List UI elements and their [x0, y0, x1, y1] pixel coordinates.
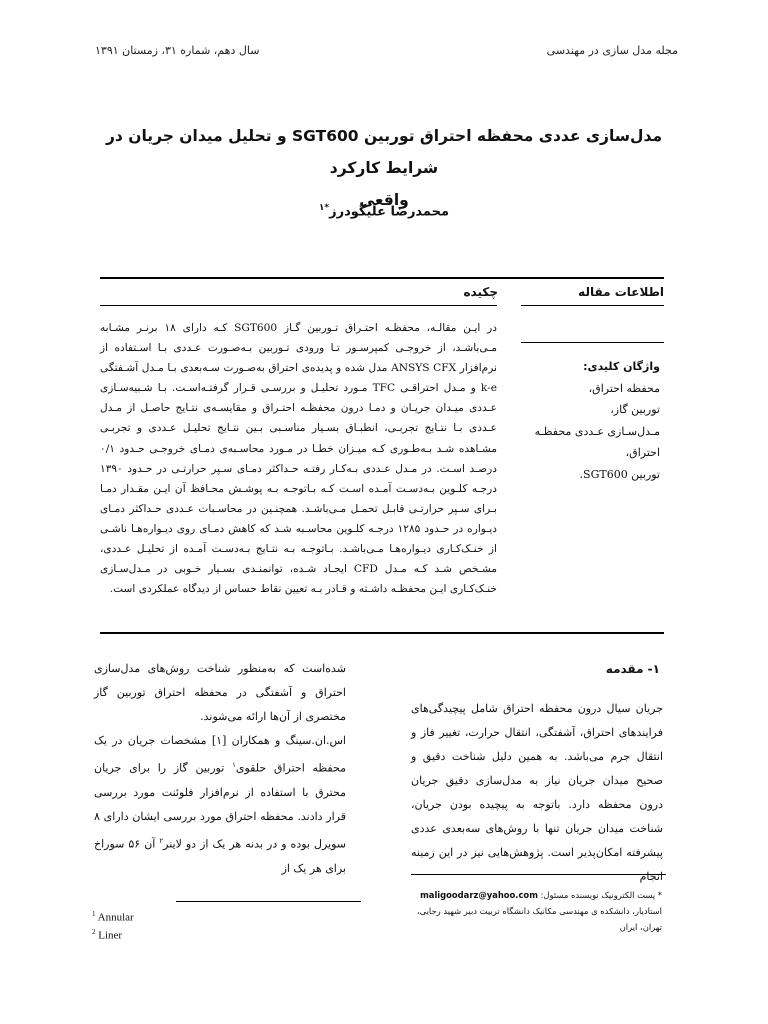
corresponding-author: * پست الکترونیک نویسنده مسئول: maligoodarz@yahoo.com: [420, 890, 662, 900]
footnote-2: $^2$ Liner: [92, 927, 123, 942]
intro-left-column: [94, 657, 346, 881]
author: [0, 203, 768, 219]
info-divider: [521, 342, 664, 343]
keyword-item: توربین گاز،: [610, 403, 660, 417]
abstract-underline: [100, 305, 497, 306]
author-name: محمدرضا علیگودرز: [329, 204, 450, 220]
top-rule: [100, 277, 664, 279]
left-paragraph-1: شده‌است که به‌منظور شناخت روش‌های مدل‌سازی احتراق و آشفتگی در محفظه احتراق توربین گاز مختصری از آن‌ها ارائه می‌شوند.: [94, 662, 346, 724]
author-footnote: [407, 887, 662, 935]
abstract-text: در ایـن مقالـه، محفظـه احتـراق تـوربین گـاز SGT600 کـه دارای ۱۸ برنـر مشـابه مـی‌باشـد، از خروجـی کمپرسـور تـا ورودی تـوربین بـه‌صـورت عـددی بـا اسـتفاده از نرم‌افزار ANSYS CFX مدل شده و پدیده‌ی احتراق به‌صـورت سـه‌بعدی بـا مـدل آشـفتگی k-e و مـدل احتراقـی TFC مـورد تحلیـل و بررسـی قـرار گرفتـه‌اسـت. بـا شـبیه‌سـازی عـددی میـدان جریـان و دمـا درون محفظـه احتـراق و مقایسـه‌ی نتـایج حاصـل از مـدل عـددی بـا نتـایج تجربـی، انطبـاق بسـیار مناسـبی بـین نتـایج تحلیـل عـددی و تجربـی مشـاهده شـد بـه‌طـوری کـه میـزان خطـا در مـورد محاسـبه‌ی دمـای خروجـی حـدود ۰/۱ درصـد اسـت. در مـدل عـددی بـه‌کـار رفتـه حـداکثر دمـای سـپر حرارتـی در حـدود ۱۳۹۰ درجـه کلـوین بـه‌دسـت آمـده اسـت کـه بـاتوجـه بـه پوشـش محـافظ آن ایـن مقـدار دمـا بـرای سـپر حرارتـی قابـل تحمـل مـی‌باشـد. همچنـین در محاسـبات عـددی حـداکثر دمـای دیـواره در حـدود ۱۲۸۵ درجـه کلـوین محاسـبه شـد که کاهش دمـای روی دیـواره‌هـا ناشـی از خنـک‌کـاری دیـواره‌هـا مـی‌باشـد. بـاتوجـه بـه نتـایج بـه‌دسـت آمـده از تحلیـل عـددی، مشـخص شـد کـه مـدل CFD ایجـاد شـده، توانمنـدی بسـیار خـوبی در مـدل‌سـازی خنـک‌کـاری ایـن محفظـه داشـته و قـادر بـه تعیین نقاط حساس از دیدگاه عملکردی است.: [100, 322, 498, 596]
author-affiliation: استادیار، دانشکده ی مهندسی مکانیک دانشگاه تربیت دبیر شهید رجایی، تهران، ایران: [416, 906, 662, 932]
footnote-ref-1: ۱: [232, 761, 236, 770]
article-title: [90, 120, 678, 216]
abstract-bottom-rule: [100, 632, 664, 634]
journal-name: مجله مدل سازی در مهندسی: [546, 44, 678, 57]
intro-heading: ۱- مقدمه: [605, 662, 660, 676]
author-mark: *۱: [318, 203, 330, 213]
title-line-2: واقعی: [359, 191, 409, 209]
intro-right-column: جریان سیال درون محفظه احتراق شامل پیچیدگی‌های فرایندهای احتراق، آشفتگی، انتقال حرارت، تغییر فاز و انتقال جرم می‌باشد. به همین دلیل شناخت دقیق و صحیح میدان جریان نیاز به مدل‌سازی دقیق جریان درون محفظه دارد. باتوجه به پیچیده بودن جریان، شناخت میدان جریان تنها با روش‌های سه‌بعدی عددی پیشرفته امکان‌پذیر است. پژوهش‌هایی نیز در این زمینه انجام: [411, 702, 663, 883]
footnote-rule-right: [411, 874, 666, 875]
footnote-rule-left: [176, 901, 361, 902]
author-email[interactable]: maligoodarz@yahoo.com: [420, 890, 538, 900]
keyword-item: مـدل‌سـازی عـددی محفظـه احتراق،: [534, 424, 660, 460]
left-paragraph-2: اس.ان.سینگ و همکاران [۱] مشخصات جریان در یک محفظه احتراق حلقوی$^۱$ توربین گاز را برای جریان محترق با استفاده از نرم‌افزار فلوئنت مورد بررسی قرار دادند. محفظه احتراق مورد بررسی ایشان دارای ۸ سویرل بوده و در بدنه هر یک از دو لاینر$^۲$ آن ۵۶ سوراخ برای هر یک از: [94, 734, 346, 876]
title-line-1: مدل‌سازی عددی محفظه احتراق توربین SGT600 و تحلیل میدان جریان در شرایط کارکرد: [105, 127, 663, 177]
article-info-heading: اطلاعات مقاله: [578, 285, 664, 299]
info-underline: [521, 305, 664, 306]
footnote-ref-2: ۲: [159, 837, 164, 846]
keywords-block: [532, 356, 660, 486]
keyword-item: محفظه احتراق،: [588, 381, 660, 395]
keywords-title: واژگان کلیدی:: [583, 360, 660, 373]
abstract-heading: چکیده: [463, 285, 498, 299]
issue-info: سال دهم، شماره ۳۱، زمستان ۱۳۹۱: [95, 44, 260, 57]
translation-footnotes: [92, 907, 134, 942]
keyword-item: توربین SGT600.: [579, 467, 660, 481]
footnote-1: $^1$ Annular: [92, 910, 134, 924]
